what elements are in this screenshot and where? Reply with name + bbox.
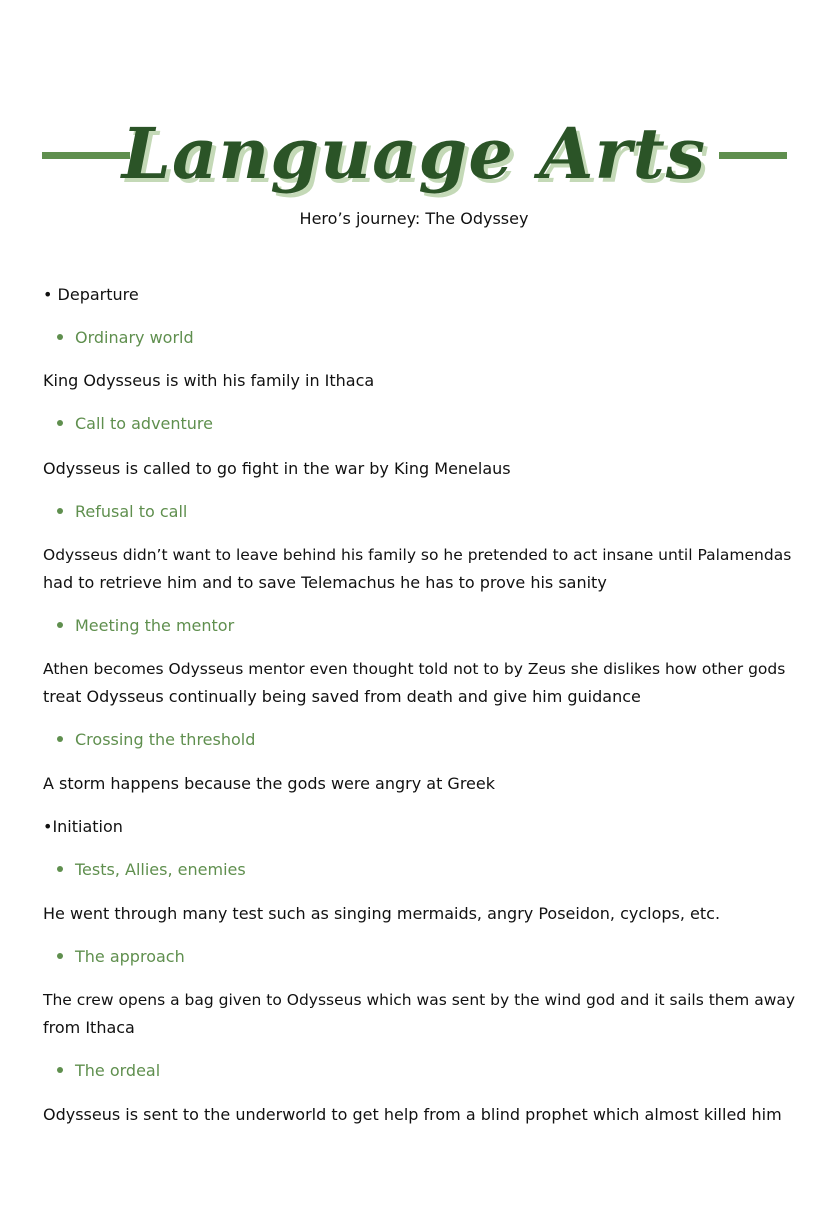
bullet-dot-icon bbox=[57, 953, 63, 959]
paragraph: Odysseus is called to go fight in the war by King Menelaus bbox=[43, 459, 511, 478]
bullet-dot-icon bbox=[57, 508, 63, 514]
bullet-dot-icon bbox=[57, 420, 63, 426]
paragraph: Odysseus is sent to the underworld to get help from a blind prophet which almost killed him bbox=[43, 1105, 782, 1124]
list-item bbox=[57, 1059, 160, 1083]
paragraph-line: Odysseus didn’t want to leave behind his family so he pretended to act insane until Palamendas bbox=[43, 546, 792, 564]
list-item bbox=[57, 412, 213, 436]
list-item bbox=[57, 945, 185, 969]
paragraph: King Odysseus is with his family in Ithaca bbox=[43, 371, 375, 390]
bullet-label: Refusal to call bbox=[75, 502, 188, 521]
paragraph: He went through many test such as singing mermaids, angry Poseidon, cyclops, etc. bbox=[43, 904, 721, 923]
bullet-dot-icon bbox=[57, 622, 63, 628]
bullet-label: Meeting the mentor bbox=[75, 616, 235, 635]
list-item bbox=[57, 858, 246, 882]
bullet-dot-icon bbox=[57, 334, 63, 340]
bullet-label: Tests, Allies, enemies bbox=[75, 860, 246, 879]
bullet-dot-icon bbox=[57, 1067, 63, 1073]
bullet-label: Ordinary world bbox=[75, 328, 194, 347]
page-subtitle: Hero’s journey: The Odyssey bbox=[299, 209, 529, 228]
bullet-label: The approach bbox=[75, 947, 185, 966]
page-title: Language Arts bbox=[121, 112, 707, 195]
paragraph-line: Athen becomes Odysseus mentor even thought told not to by Zeus she dislikes how other gods bbox=[43, 660, 786, 678]
bullet-label: Call to adventure bbox=[75, 414, 213, 433]
list-item bbox=[57, 728, 255, 752]
bullet-label: The ordeal bbox=[75, 1061, 161, 1080]
paragraph: A storm happens because the gods were angry at Greek bbox=[43, 774, 495, 793]
bullet-dot-icon bbox=[57, 866, 63, 872]
bullet-label: Crossing the threshold bbox=[75, 730, 256, 749]
list-item bbox=[57, 326, 194, 350]
list-item bbox=[57, 500, 187, 524]
paragraph-line: from Ithaca bbox=[43, 1018, 135, 1037]
list-item bbox=[57, 614, 234, 638]
paragraph-line: treat Odysseus continually being saved from death and give him guidance bbox=[43, 687, 641, 706]
bullet-dot-icon bbox=[57, 736, 63, 742]
section-heading-initiation: •Initiation bbox=[43, 817, 123, 836]
paragraph-line: had to retrieve him and to save Telemachus he has to prove his sanity bbox=[43, 573, 607, 592]
paragraph-line: The crew opens a bag given to Odysseus which was sent by the wind god and it sails them away bbox=[43, 991, 796, 1009]
section-heading-departure: • Departure bbox=[43, 285, 139, 304]
